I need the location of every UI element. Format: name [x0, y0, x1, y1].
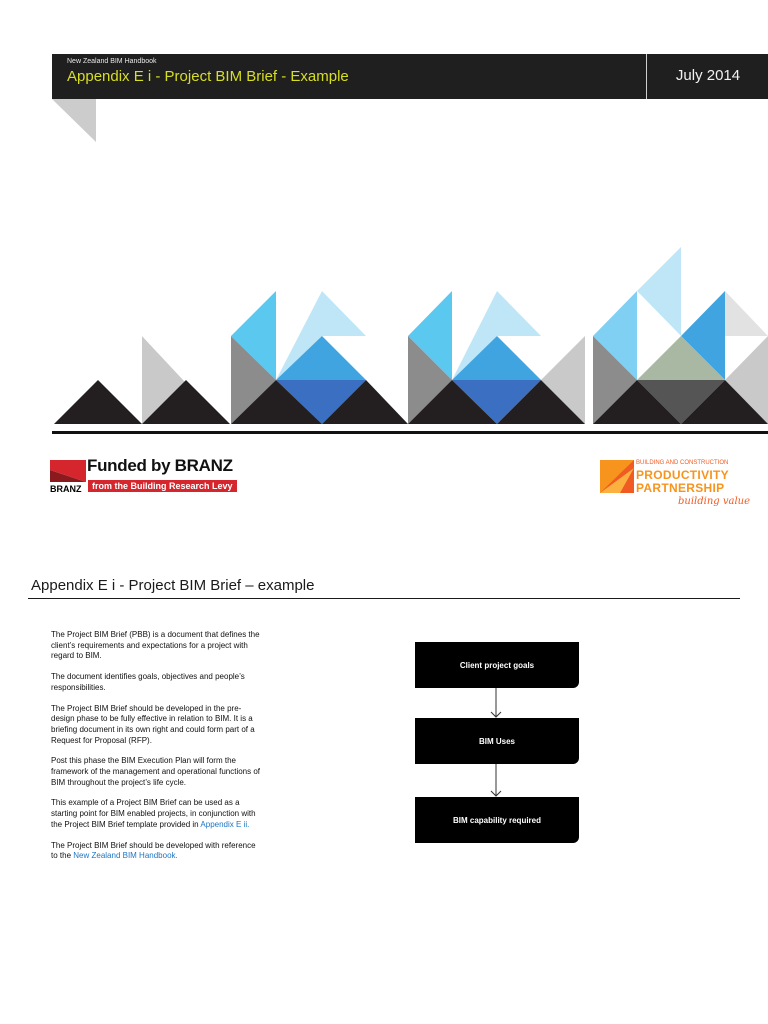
section-title: Appendix E i - Project BIM Brief – example [31, 577, 315, 594]
intro-text [51, 630, 261, 872]
branz-wordmark: BRANZ [50, 484, 82, 494]
bim-handbook-link[interactable]: New Zealand BIM Handbook. [73, 851, 178, 861]
paragraph-2: The document identifies goals, objectives and people’s responsibilities. [51, 672, 245, 692]
branz-flag-icon [50, 458, 86, 484]
decorative-triangle-artwork [0, 240, 768, 440]
header-bar [52, 54, 768, 99]
partnership-partnership: PARTNERSHIP [636, 481, 725, 495]
appendix-e-ii-link[interactable]: Appendix E ii. [200, 819, 250, 829]
document-title: Appendix E i - Project BIM Brief - Example [67, 68, 349, 85]
paragraph-3: The Project BIM Brief should be developed in the pre-design phase to be fully effective in relation to BIM. It is a briefing document in its own right and could form part of a Request for Proposal (RFP). [51, 703, 255, 745]
partnership-tagline: building value [678, 496, 751, 507]
branz-levy-text: from the Building Research Levy [88, 480, 237, 492]
section-rule [28, 598, 740, 599]
paragraph-5 [51, 798, 261, 830]
flow-step-bim-uses: BIM Uses [415, 718, 579, 764]
paragraph-5-text: This example of a Project BIM Brief can be used as a starting point for BIM enabled projects, in conjunction with the Project BIM Brief template provided in [51, 798, 256, 829]
paragraph-6-text: The Project BIM Brief should be developed with reference to the [51, 840, 256, 861]
paragraph-6 [51, 841, 261, 862]
partnership-mark-icon [600, 460, 634, 493]
branz-funded-text: Funded by BRANZ [87, 456, 233, 475]
header-divider [646, 54, 647, 99]
flow-step-client-goals: Client project goals [415, 642, 579, 688]
header-corner-fold [52, 99, 96, 142]
branz-logo [50, 458, 240, 496]
flow-step-bim-capability: BIM capability required [415, 797, 579, 843]
partnership-productivity: PRODUCTIVITY [636, 468, 729, 482]
flow-arrow-1 [488, 688, 504, 718]
productivity-partnership-logo [600, 458, 751, 514]
document-date: July 2014 [675, 67, 741, 84]
paragraph-1: The Project BIM Brief (PBB) is a document that defines the client’s requirements and expectations for a project with regard to BIM. [51, 630, 260, 661]
paragraph-4: Post this phase the BIM Execution Plan will form the framework of the management and operational functions of BIM throughout the project’s life cycle. [51, 756, 261, 787]
partnership-top-line: BUILDING AND CONSTRUCTION [636, 460, 729, 466]
flow-arrow-2 [488, 764, 504, 797]
handbook-label: New Zealand BIM Handbook [67, 58, 157, 65]
